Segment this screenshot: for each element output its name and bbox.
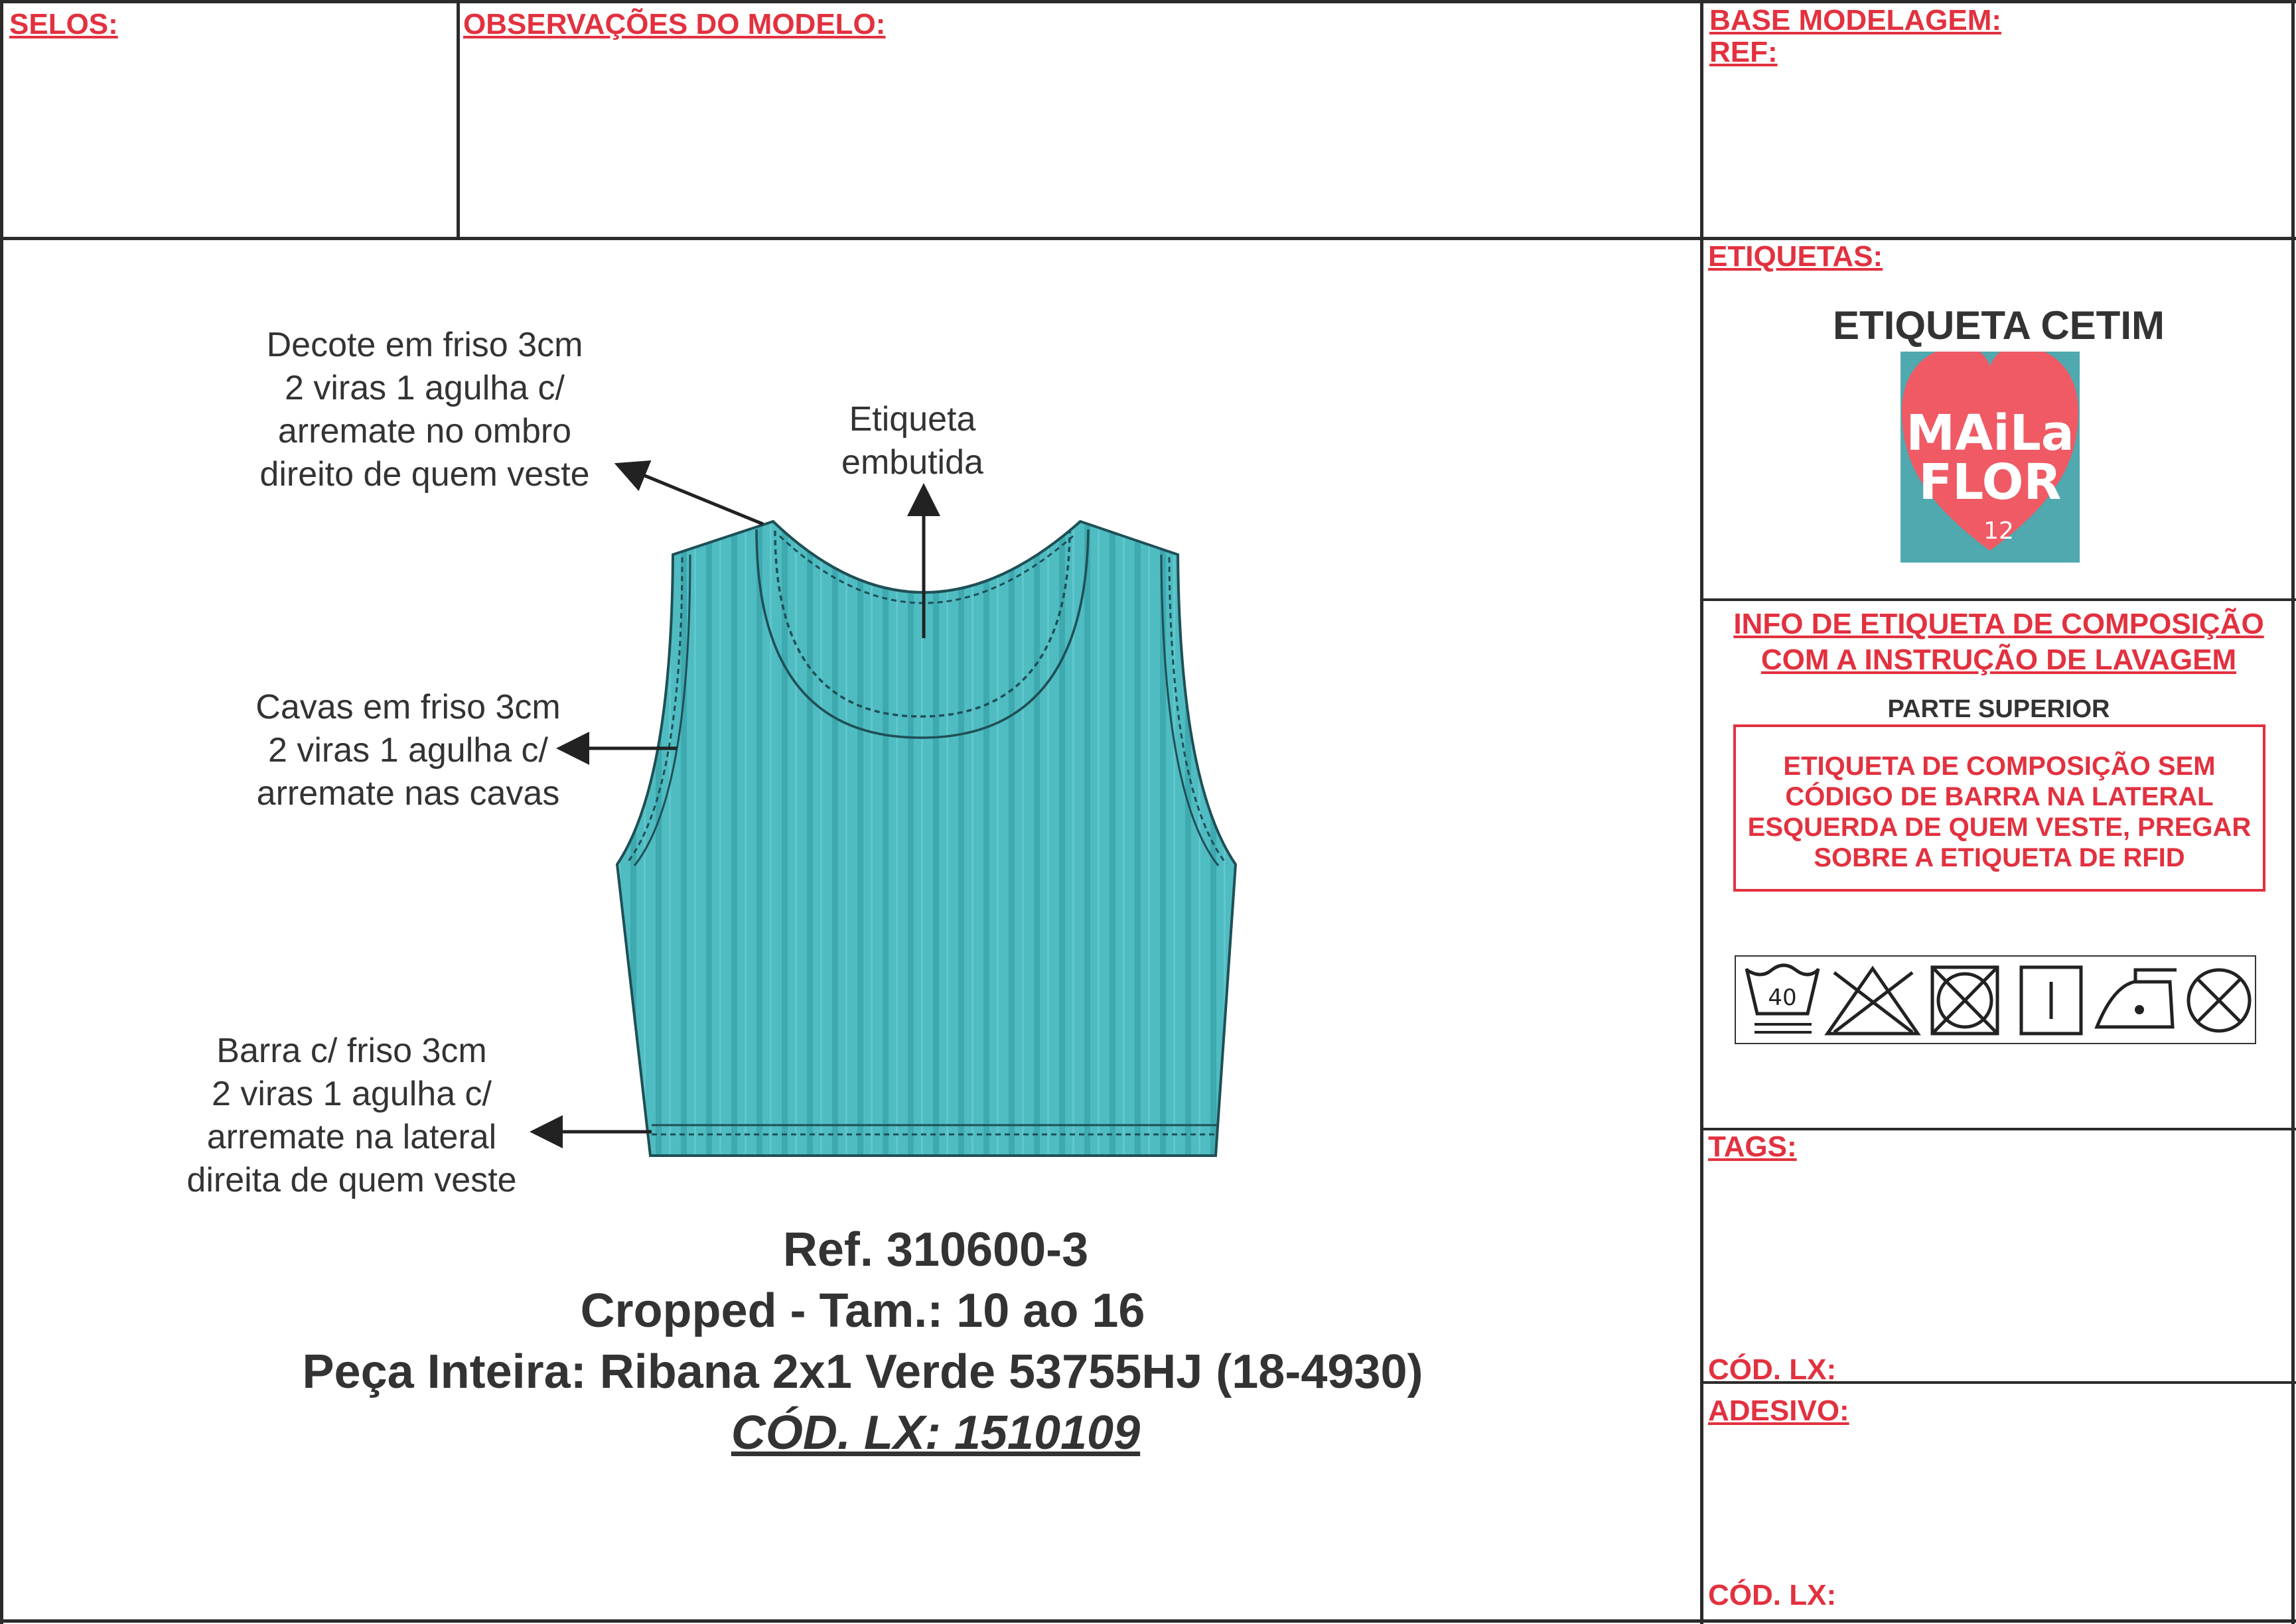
product-model: Cropped - Tam.: 10 ao 16 xyxy=(580,1284,1145,1337)
logo-line-2: FLOR xyxy=(1918,454,2062,511)
warning-line-2: CÓDIGO DE BARRA NA LATERAL xyxy=(1785,782,2214,811)
selos-label: SELOS: xyxy=(9,8,118,40)
barra-line-1: Barra c/ friso 3cm xyxy=(216,1032,487,1070)
adesivo-label: ADESIVO: xyxy=(1708,1394,1849,1427)
garment-body xyxy=(617,521,1236,1156)
frame-right xyxy=(2291,0,2295,1624)
etiquetas-divider xyxy=(1700,598,2296,601)
etiqueta-line-2: embutida xyxy=(841,443,983,482)
cavas-line-1: Cavas em friso 3cm xyxy=(255,688,561,726)
decote-line-4: direito de quem veste xyxy=(259,455,590,494)
barra-line-3: arremate na lateral xyxy=(206,1118,497,1156)
warning-line-4: SOBRE A ETIQUETA DE RFID xyxy=(1814,843,2185,872)
etiqueta-line-1: Etiqueta xyxy=(849,400,976,439)
decote-line-1: Decote em friso 3cm xyxy=(266,326,583,364)
cavas-line-2: 2 viras 1 agulha c/ xyxy=(267,731,549,770)
tags-cod-label: CÓD. LX: xyxy=(1708,1353,1837,1386)
base-modelagem-label: BASE MODELAGEM: xyxy=(1709,4,2001,36)
maila-flor-logo xyxy=(1901,352,2080,563)
warning-line-1: ETIQUETA DE COMPOSIÇÃO SEM xyxy=(1783,752,2216,781)
composition-title-2: COM A INSTRUÇÃO DE LAVAGEM xyxy=(1760,643,2237,676)
adesivo-cod-label: CÓD. LX: xyxy=(1708,1579,1837,1611)
product-ref: Ref. 310600-3 xyxy=(782,1223,1089,1276)
frame-bottom xyxy=(0,1619,2296,1623)
etiqueta-cetim-title: ETIQUETA CETIM xyxy=(1833,303,2165,348)
cavas-line-3: arremate nas cavas xyxy=(256,774,560,813)
product-fabric: Peça Inteira: Ribana 2x1 Verde 53755HJ (18-4930) xyxy=(302,1345,1423,1398)
decote-line-2: 2 viras 1 agulha c/ xyxy=(284,369,565,407)
composition-title-1: INFO DE ETIQUETA DE COMPOSIÇÃO xyxy=(1733,608,2264,640)
wash-temp: 40 xyxy=(1768,984,1797,1011)
product-code: CÓD. LX: 1510109 xyxy=(731,1406,1141,1459)
right-panel-divider xyxy=(1700,0,1703,1624)
composition-part: PARTE SUPERIOR xyxy=(1887,695,2110,723)
etiquetas-label: ETIQUETAS: xyxy=(1708,240,1883,273)
logo-size: 12 xyxy=(1983,517,2014,545)
barra-line-2: 2 viras 1 agulha c/ xyxy=(211,1075,492,1113)
logo-line-1: MAiLa xyxy=(1906,405,2074,462)
composition-warning-box xyxy=(1733,724,2265,892)
decote-arrow xyxy=(620,466,763,524)
decote-line-3: arremate no ombro xyxy=(277,412,572,450)
ref-label: REF: xyxy=(1709,36,1778,68)
warning-line-3: ESQUERDA DE QUEM VESTE, PREGAR xyxy=(1747,813,2252,842)
care-symbols xyxy=(1735,955,2256,1044)
product-title-block xyxy=(0,1219,1699,1463)
tags-label: TAGS: xyxy=(1708,1130,1797,1163)
barra-line-4: direita de quem veste xyxy=(186,1161,517,1199)
observacoes-label: OBSERVAÇÕES DO MODELO: xyxy=(463,8,886,40)
